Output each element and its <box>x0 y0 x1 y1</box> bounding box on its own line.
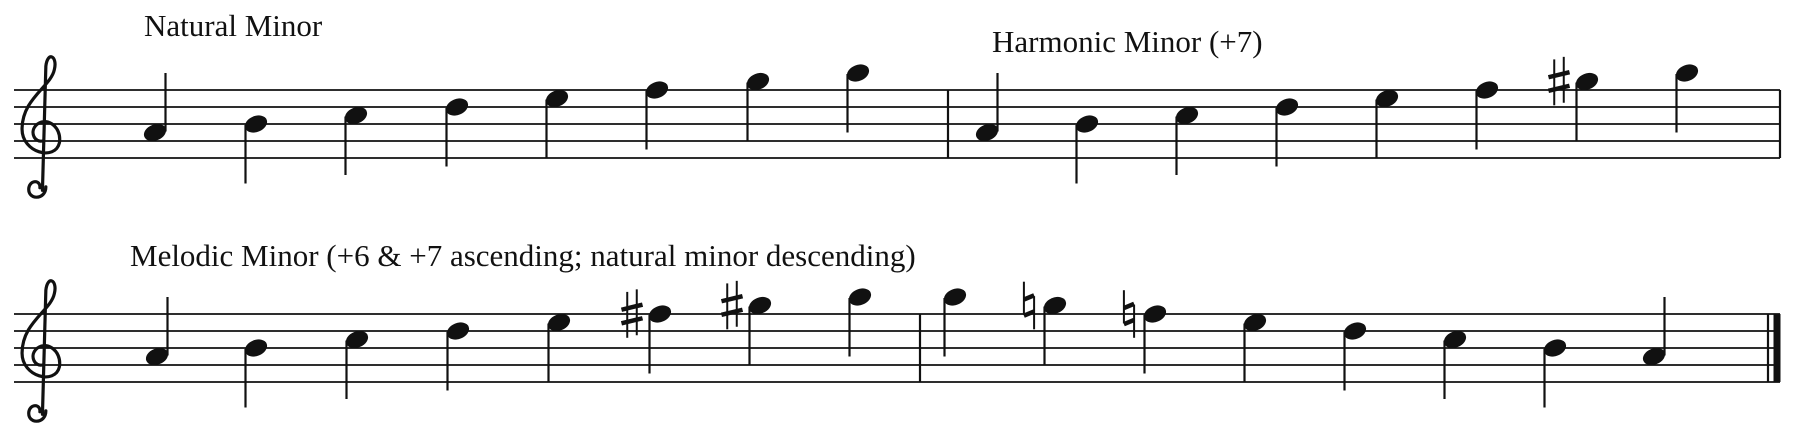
natural-bar <box>1124 320 1134 324</box>
natural-sign <box>1024 282 1034 330</box>
note-F5 <box>643 78 670 149</box>
note-B4 <box>242 336 269 407</box>
note-C5 <box>342 104 369 175</box>
treble-clef <box>22 57 60 197</box>
note-A4 <box>1640 297 1667 368</box>
note-G5 <box>721 281 773 365</box>
note-D5 <box>1341 319 1368 390</box>
note-A5 <box>844 61 871 132</box>
measure-melodic-minor-ascending <box>143 281 873 408</box>
system-1 <box>14 57 1780 197</box>
note-A4 <box>141 73 168 144</box>
note-B4 <box>1541 336 1568 407</box>
note-E5 <box>543 87 570 158</box>
measure-melodic-minor-descending <box>941 282 1667 408</box>
sharp-sign <box>1548 57 1569 105</box>
note-C5 <box>1173 104 1200 175</box>
natural-bar <box>1024 311 1034 315</box>
note-C5 <box>1441 328 1468 399</box>
natural-bar <box>1124 304 1134 308</box>
note-E5 <box>545 311 572 382</box>
treble-clef <box>22 281 60 421</box>
sharp-bar <box>721 296 742 301</box>
note-A5 <box>846 285 873 356</box>
measure-harmonic-minor <box>973 57 1700 184</box>
note-C5 <box>343 328 370 399</box>
system-2 <box>14 281 1780 421</box>
sharp-bar <box>621 318 642 323</box>
note-A5 <box>1673 61 1700 132</box>
sharp-sign <box>721 281 742 329</box>
title-natural-minor: Natural Minor <box>144 8 323 43</box>
title-melodic-minor: Melodic Minor (+6 & +7 ascending; natural minor descending) <box>130 238 916 273</box>
note-G5 <box>744 70 771 141</box>
note-B4 <box>1073 112 1100 183</box>
sharp-bar <box>1548 72 1569 77</box>
note-D5 <box>444 319 471 390</box>
note-G5 <box>1548 57 1600 141</box>
note-G5 <box>1024 282 1069 365</box>
natural-bar <box>1024 295 1034 299</box>
measure-natural-minor <box>141 61 871 183</box>
title-harmonic-minor: Harmonic Minor (+7) <box>992 24 1263 59</box>
note-A4 <box>143 297 170 368</box>
sharp-bar <box>621 305 642 310</box>
note-D5 <box>443 95 470 166</box>
note-E5 <box>1241 311 1268 382</box>
note-E5 <box>1373 87 1400 158</box>
note-A5 <box>941 285 968 356</box>
note-A4 <box>973 73 1000 144</box>
note-D5 <box>1273 95 1300 166</box>
note-F5 <box>1473 78 1500 149</box>
note-B4 <box>242 112 269 183</box>
